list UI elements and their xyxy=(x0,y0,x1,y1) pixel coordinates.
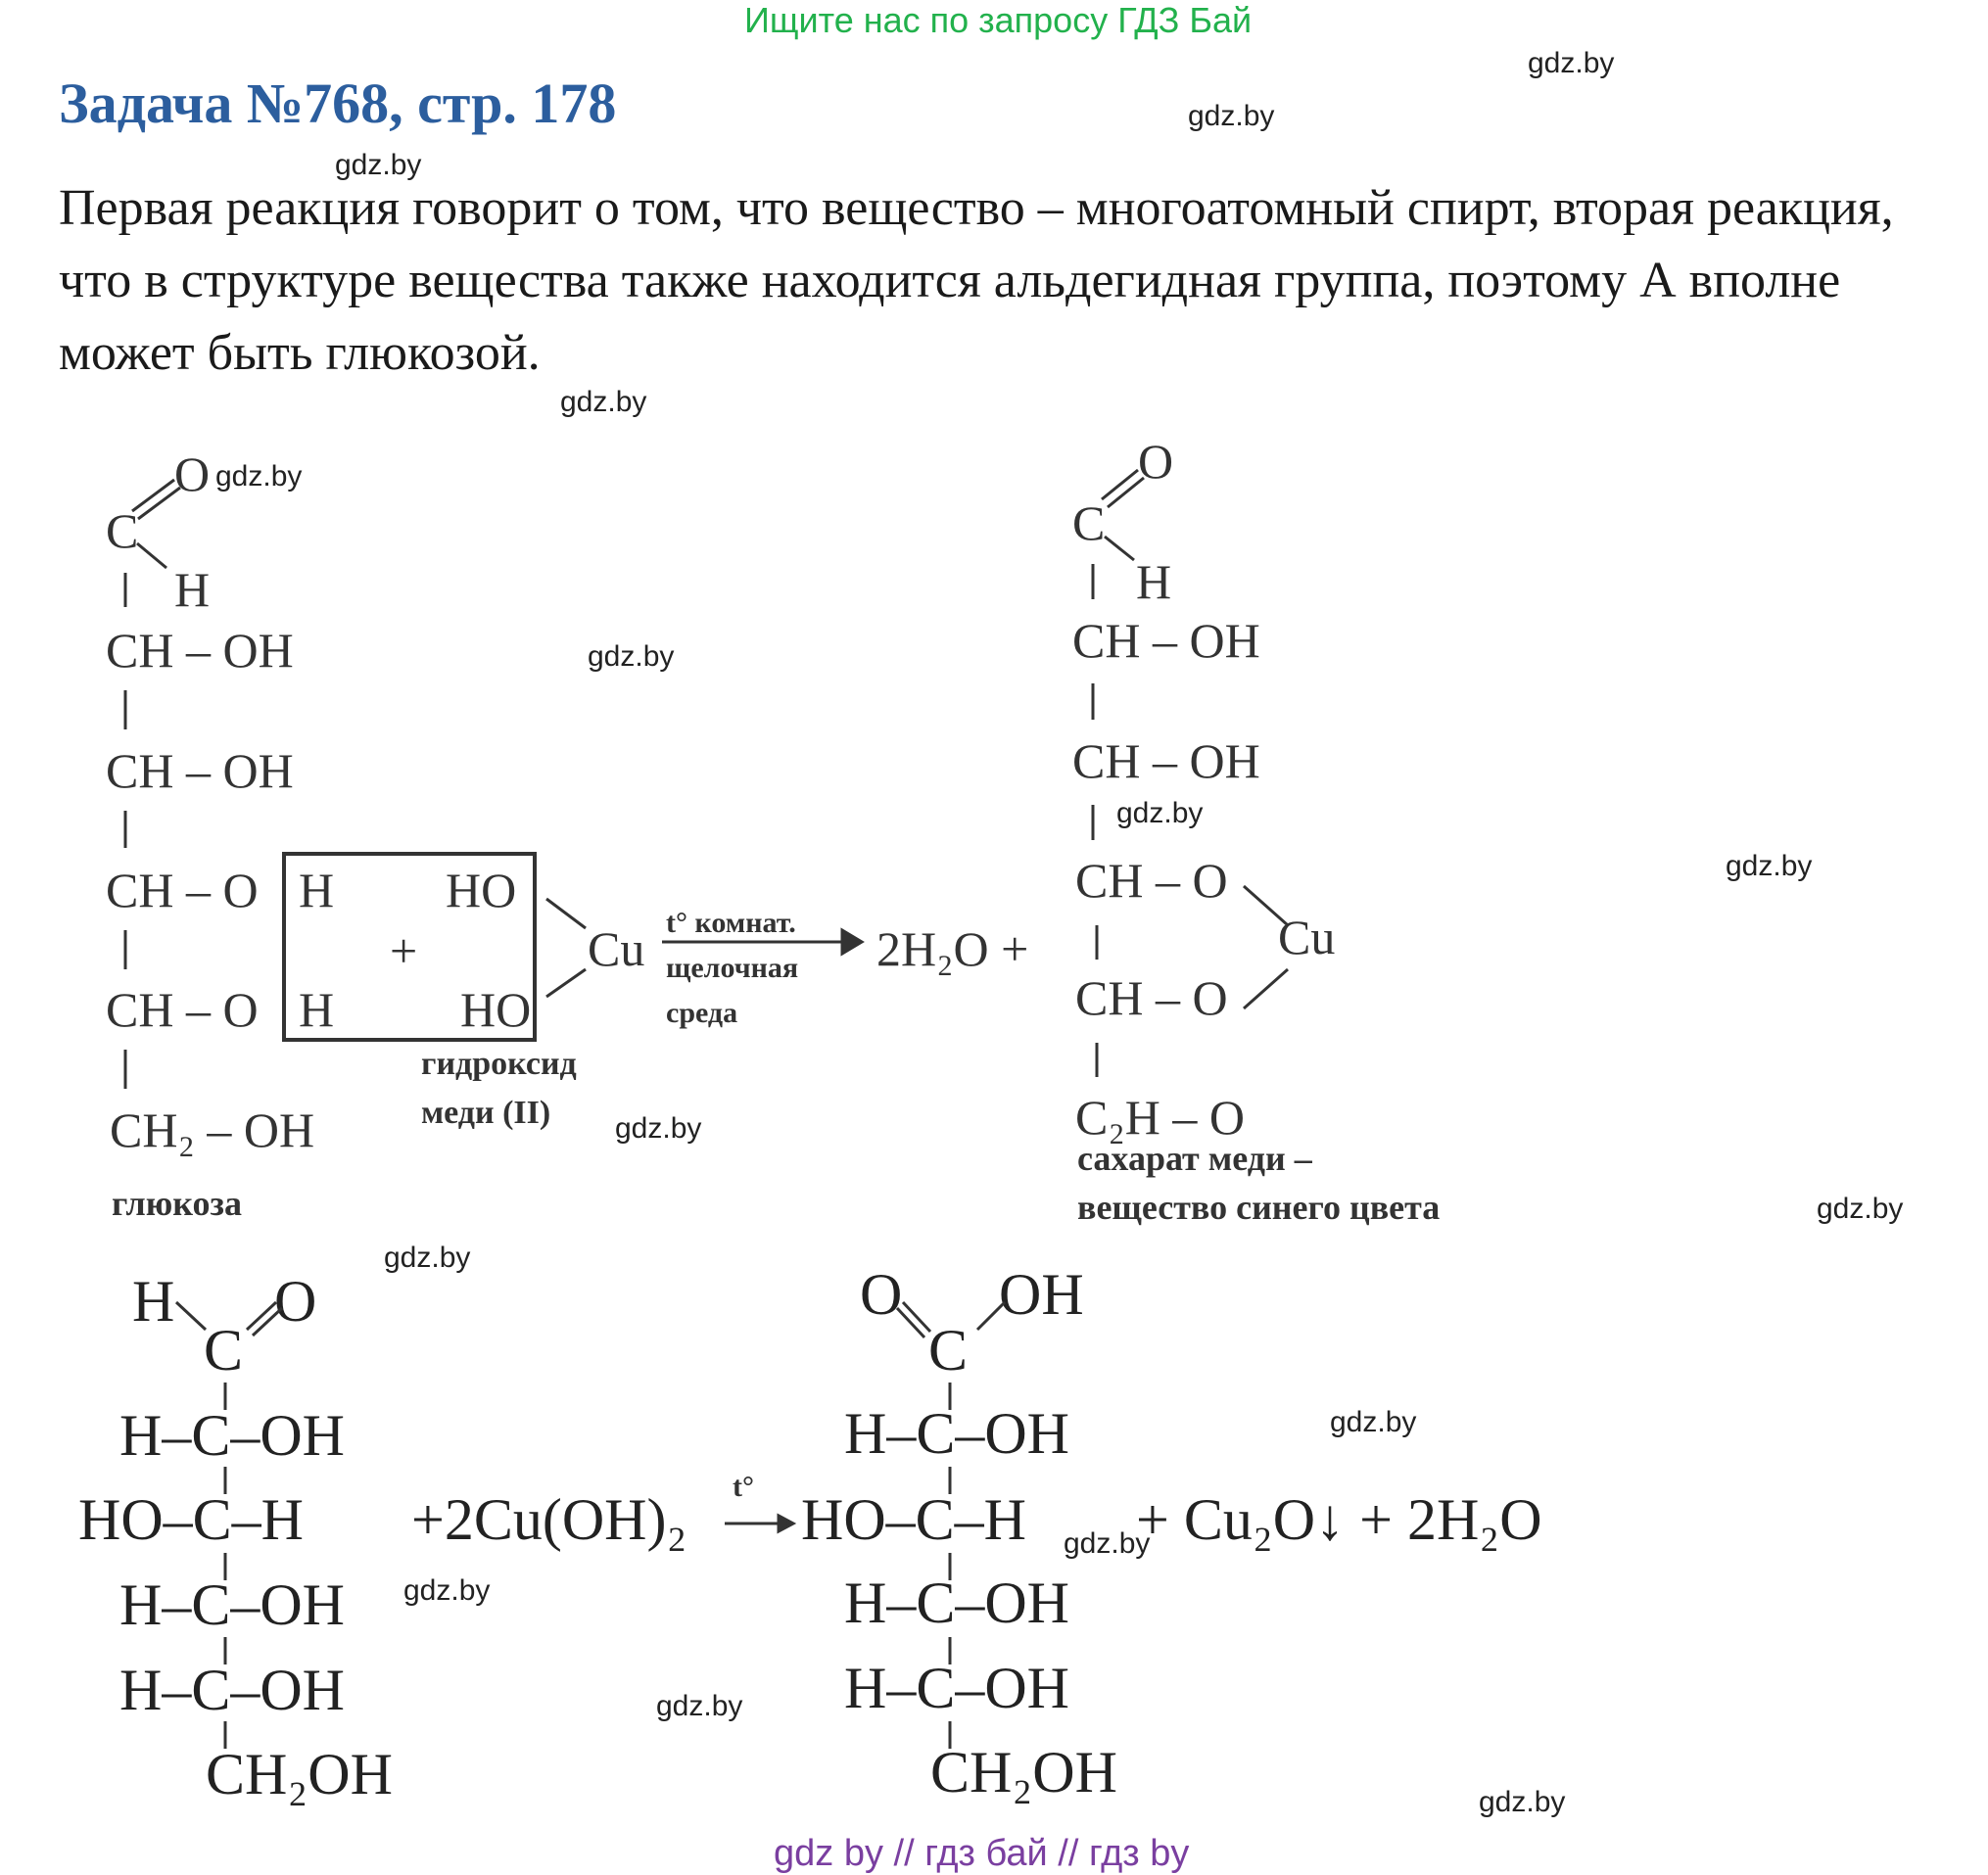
glucose-row-2: CH – OH xyxy=(106,743,294,798)
watermark: gdz.by xyxy=(384,1242,471,1274)
glucose-row-5: CH₂ – OH xyxy=(110,1102,315,1157)
watermark: gdz.by xyxy=(1116,797,1204,829)
hydroxide-caption-2: меди (II) xyxy=(421,1095,551,1131)
glucose-aldehyde-hydrogen: H xyxy=(174,562,211,617)
footer-links: gdz by // гдз бай // гдз by xyxy=(774,1833,1190,1874)
watermark: gdz.by xyxy=(335,149,422,181)
product-aldehyde-carbon: C xyxy=(1072,495,1106,550)
condition-alkaline: щелочная xyxy=(666,952,799,984)
r2-products: + Cu₂O↓ + 2H₂O xyxy=(1136,1487,1542,1552)
r2-right-row-2: HO–C–H xyxy=(801,1487,1027,1552)
product-row-3: CH – O xyxy=(1075,853,1228,908)
watermark: gdz.by xyxy=(215,460,303,492)
glucose-aldehyde-oxygen: O xyxy=(174,446,211,501)
product-row-1: CH – OH xyxy=(1072,613,1260,668)
condition-temperature: t° комнат. xyxy=(666,907,796,939)
bond xyxy=(546,899,586,928)
box-plus: + xyxy=(390,923,418,978)
r2-condition: t° xyxy=(733,1471,754,1503)
product-copper: Cu xyxy=(1278,910,1336,964)
watermark: gdz.by xyxy=(403,1574,491,1607)
r2-right-row-4: H–C–OH xyxy=(844,1656,1070,1720)
box-hydroxyl-2: HO xyxy=(460,982,532,1037)
r2-right-oxygen: O xyxy=(860,1262,903,1327)
double-bond xyxy=(1108,478,1144,507)
r2-right-row-3: H–C–OH xyxy=(844,1570,1070,1635)
page-title: Задача №768, стр. 178 xyxy=(59,71,617,135)
arrowhead xyxy=(842,930,862,954)
bond xyxy=(546,969,586,997)
r2-left-row-1: H–C–OH xyxy=(119,1403,346,1468)
bond xyxy=(176,1302,206,1330)
bond xyxy=(1244,886,1288,925)
product-aldehyde-oxygen: O xyxy=(1138,434,1174,489)
condition-medium: среда xyxy=(666,997,738,1029)
box-hydroxyl-1: HO xyxy=(446,863,517,917)
r2-left-oxygen: O xyxy=(274,1269,317,1334)
r2-right-row-1: H–C–OH xyxy=(844,1401,1070,1466)
product-caption-1: сахарат меди – xyxy=(1077,1139,1312,1178)
watermark: gdz.by xyxy=(1479,1786,1566,1818)
water-product: 2H₂O + xyxy=(876,921,1029,976)
r2-left-row-4: H–C–OH xyxy=(119,1658,346,1722)
product-row-2: CH – OH xyxy=(1072,733,1260,788)
box-hydrogen-1: H xyxy=(299,863,335,917)
product-row-4: CH – O xyxy=(1075,970,1228,1025)
watermark: gdz.by xyxy=(560,386,647,418)
arrowhead xyxy=(779,1516,793,1531)
product-aldehyde-hydrogen: H xyxy=(1136,554,1172,609)
r2-reagent: +2Cu(OH)₂ xyxy=(411,1487,687,1552)
watermark: gdz.by xyxy=(1817,1193,1904,1225)
glucose-row-3: CH – O xyxy=(106,863,259,917)
r2-left-row-2: HO–C–H xyxy=(78,1487,305,1552)
r2-right-hydroxyl: OH xyxy=(999,1262,1084,1327)
bond xyxy=(977,1302,1005,1330)
product-row-5: C₂H – O xyxy=(1075,1090,1245,1145)
double-bond xyxy=(1102,470,1138,499)
glucose-aldehyde-carbon: C xyxy=(106,503,139,558)
search-banner: Ищите нас по запросу ГДЗ Бай xyxy=(744,0,1253,40)
bond xyxy=(1105,537,1134,560)
r2-left-hydrogen: H xyxy=(132,1269,175,1334)
r2-left-carbon: C xyxy=(204,1318,244,1383)
r2-left-row-5: CH₂OH xyxy=(206,1742,393,1806)
copper-hydroxide-cu: Cu xyxy=(588,921,645,976)
box-hydrogen-2: H xyxy=(299,982,335,1037)
bond xyxy=(1244,969,1288,1008)
watermark: gdz.by xyxy=(1064,1527,1151,1560)
watermark: gdz.by xyxy=(656,1690,743,1722)
watermark: gdz.by xyxy=(1330,1406,1417,1438)
watermark: gdz.by xyxy=(615,1112,702,1145)
watermark: gdz.by xyxy=(588,640,675,673)
r2-left-row-3: H–C–OH xyxy=(119,1572,346,1637)
r2-right-carbon: C xyxy=(928,1318,969,1383)
solution-paragraph: Первая реакция говорит о том, что вещество – многоатомный спирт, вторая реакция, что в структуре вещества также находится альдегидная группа, поэтому А вполне может быть глюкозой. xyxy=(59,180,1894,381)
reaction-box xyxy=(284,854,535,1040)
watermark: gdz.by xyxy=(1726,850,1813,882)
glucose-row-4: CH – O xyxy=(106,982,259,1037)
product-caption-2: вещество синего цвета xyxy=(1077,1188,1441,1227)
watermark: gdz.by xyxy=(1528,47,1615,79)
glucose-caption: глюкоза xyxy=(112,1184,242,1223)
hydroxide-caption-1: гидроксид xyxy=(421,1046,577,1082)
r2-right-row-5: CH₂OH xyxy=(930,1740,1117,1805)
watermark: gdz.by xyxy=(1188,100,1275,132)
bond xyxy=(137,543,166,568)
glucose-row-1: CH – OH xyxy=(106,623,294,678)
